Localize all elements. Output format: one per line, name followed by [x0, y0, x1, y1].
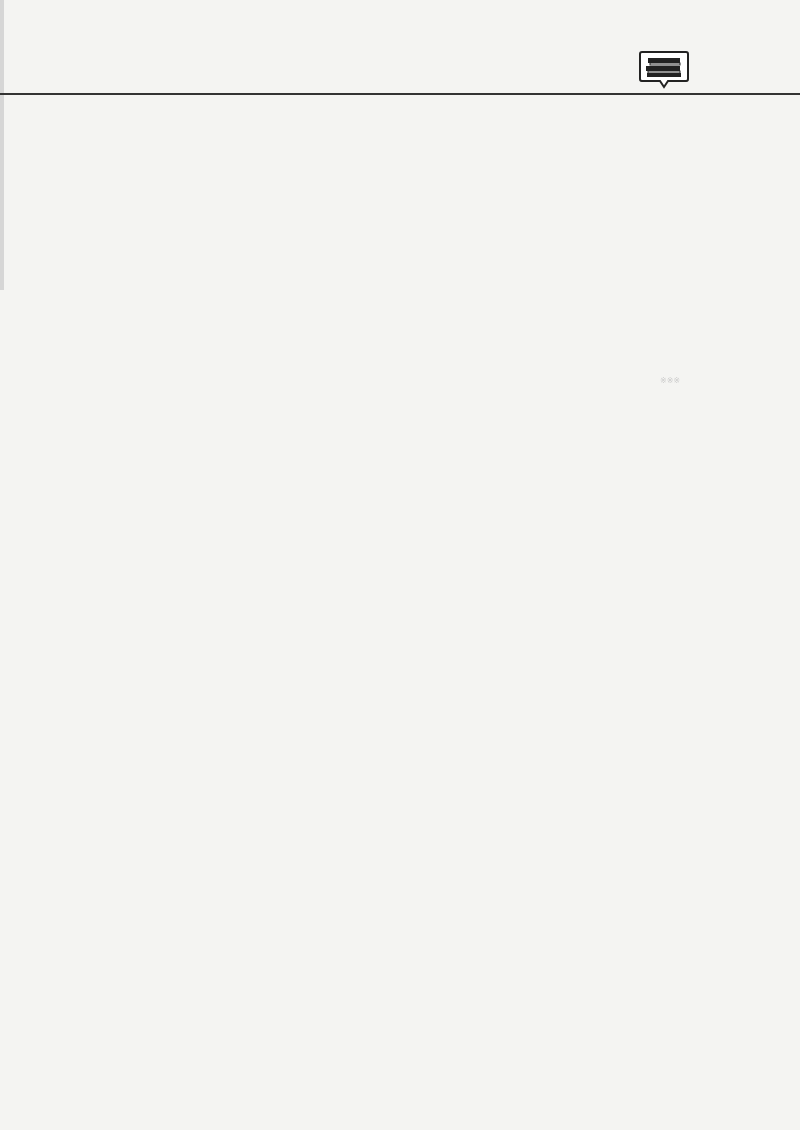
header-divider — [0, 93, 800, 95]
page-edge-shadow — [0, 0, 4, 290]
question-text — [88, 428, 688, 440]
scan-watermark: ※※※ — [660, 376, 681, 385]
stacked-books-icon — [638, 49, 690, 89]
